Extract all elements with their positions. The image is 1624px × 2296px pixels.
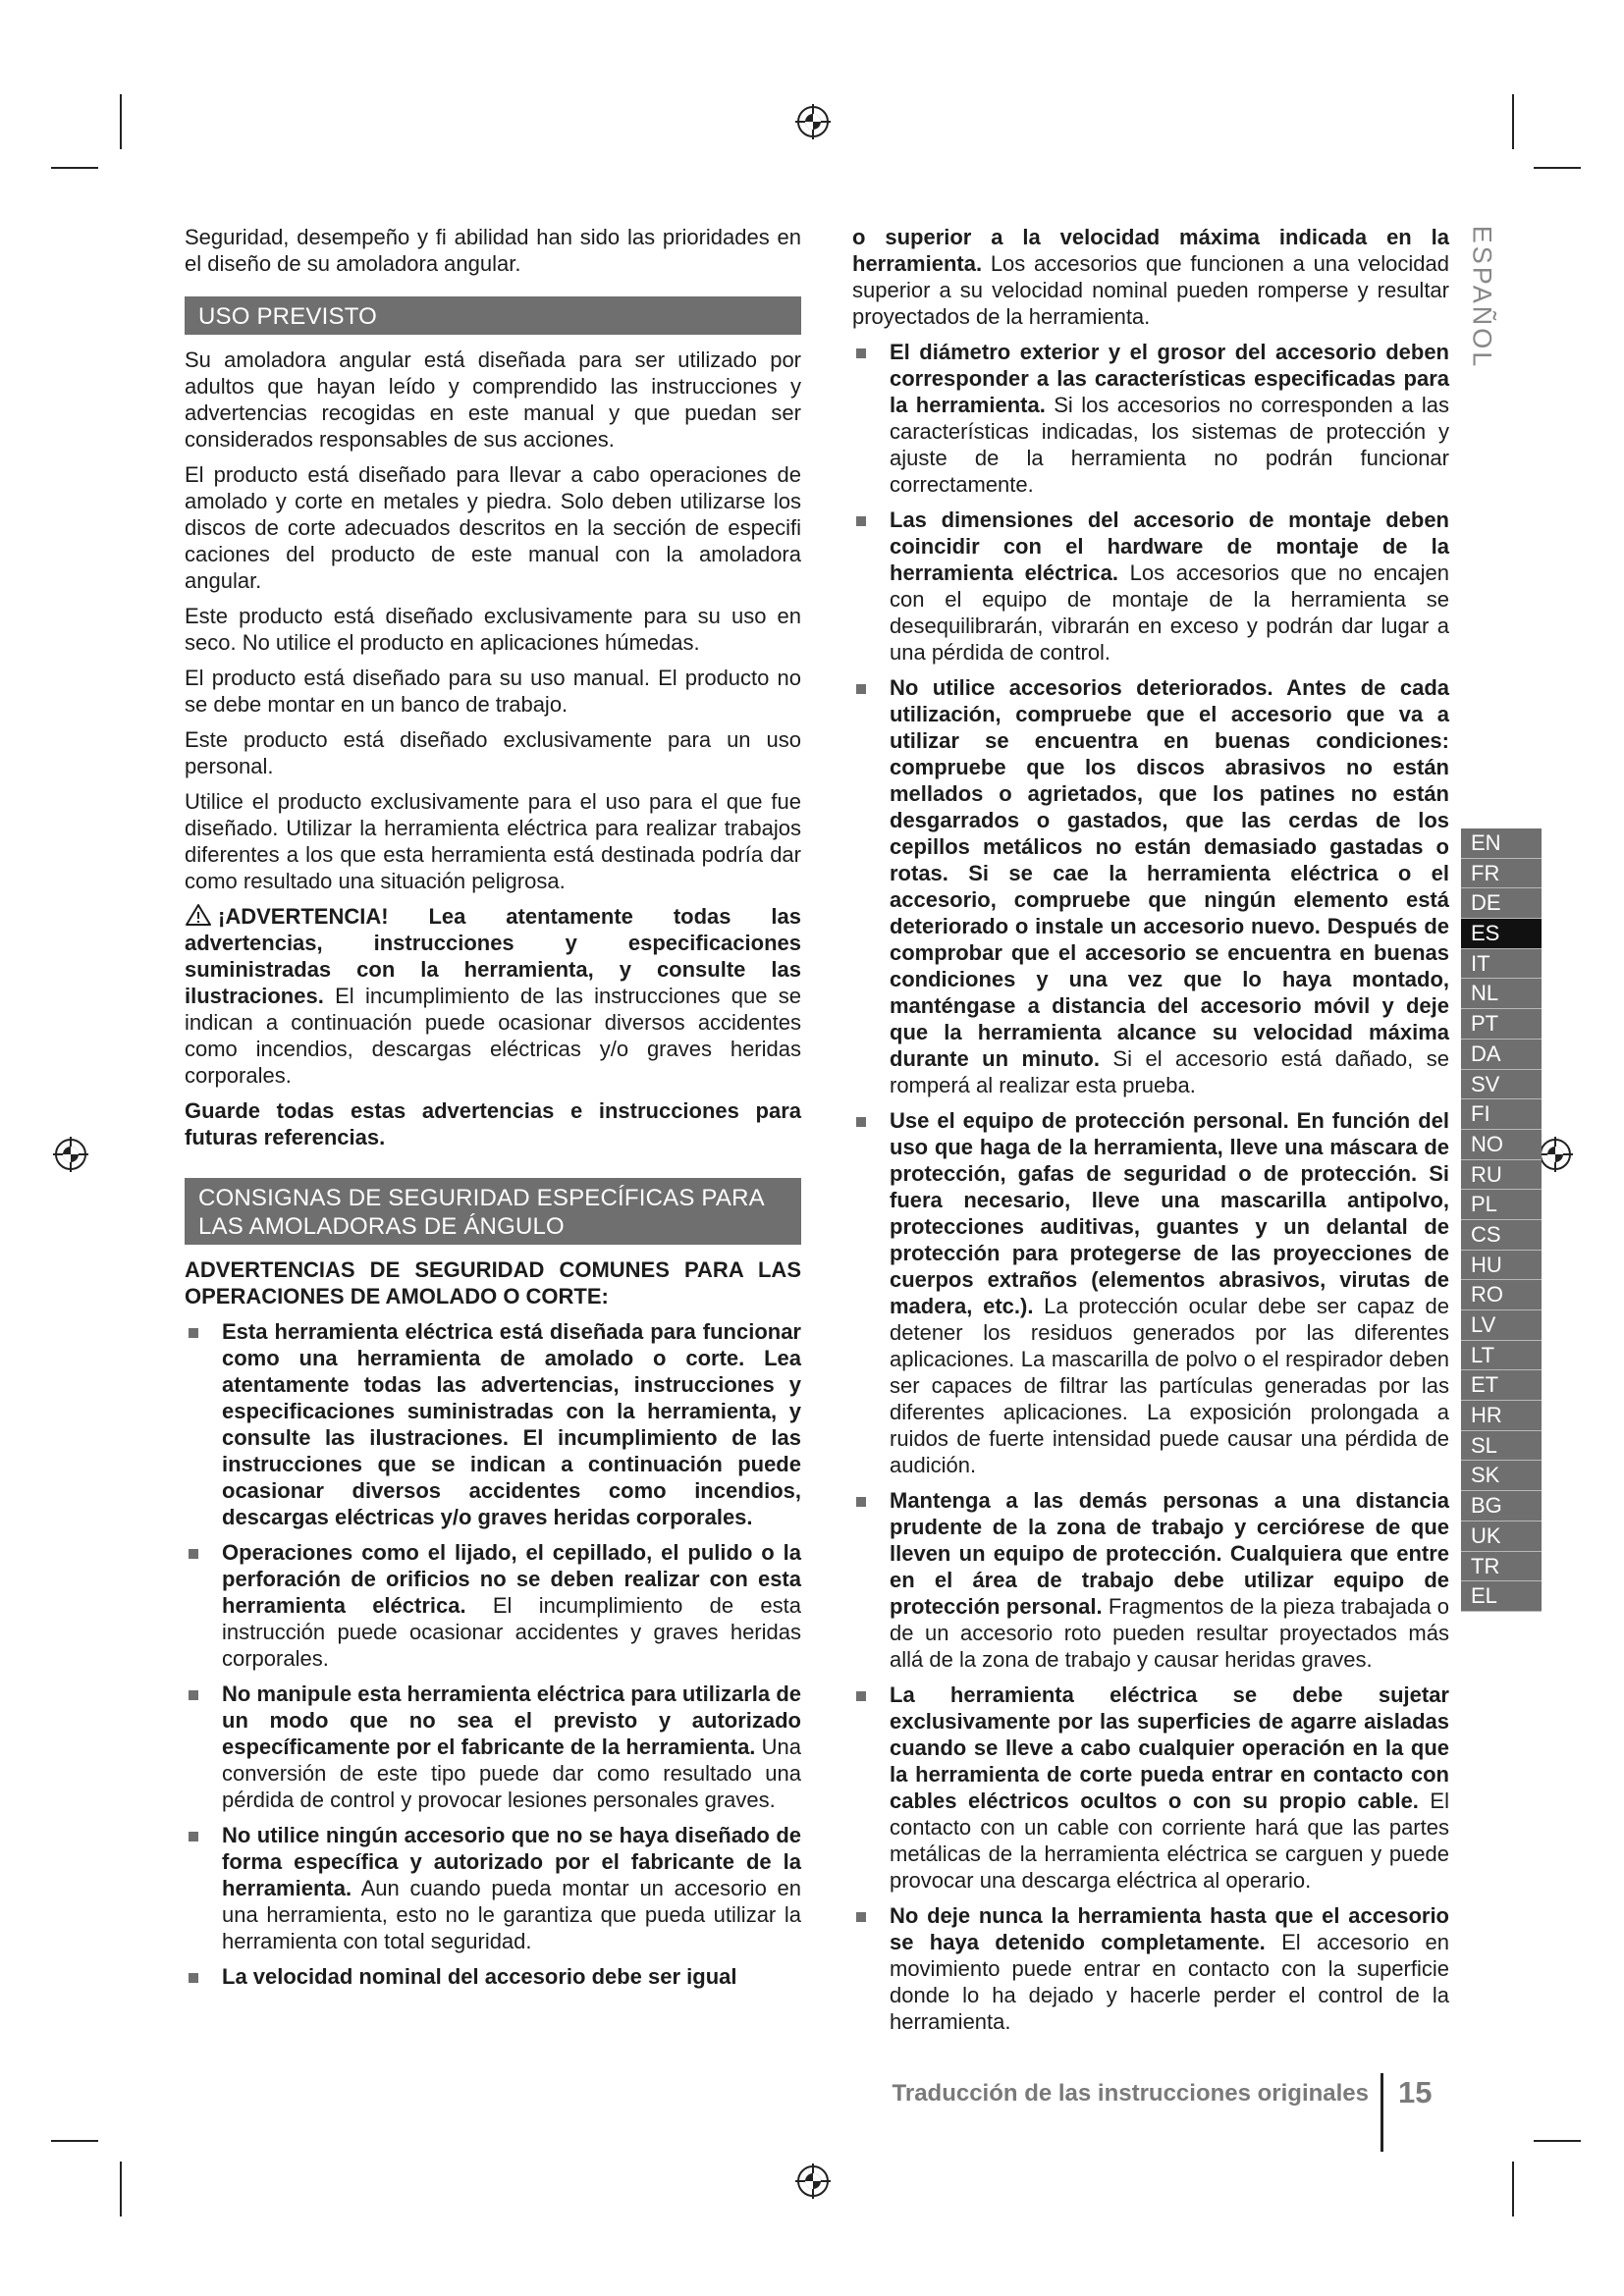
crop-mark-top-right-h [1534,167,1581,169]
language-tab-sl[interactable]: SL [1461,1431,1542,1462]
registration-mark-icon [795,2163,831,2199]
list-item-continuation: o superior a la velocidad máxima indicada en la herramienta. Los accesorios que funcionen a una velocidad superior a su velocidad nominal pueden romperse y resultar proyectados de la herramienta. [852,225,1449,329]
paragraph: Utilice el producto exclusivamente para el uso para el que fue diseñado. Utilizar la herramienta eléctrica para realizar trabajos diferentes a los que esta herramienta está destinada podría dar como resultado una situación peligrosa. [185,789,801,893]
footer-divider [1380,2073,1383,2152]
language-tab-en[interactable]: EN [1461,828,1542,859]
language-tab-ru[interactable]: RU [1461,1160,1542,1191]
list-item: La velocidad nominal del accesorio debe ser igual [185,1963,801,1990]
list-item: No deje nunca la herramienta hasta que el accesorio se haya detenido completamente. El accesorio en movimiento puede entrar en contacto con la superficie donde lo ha dejado y hacerle perder el control de la herramienta. [852,1902,1449,2035]
bullet-list-left [185,1318,801,1990]
warning-heading: ¡ADVERTENCIA! Lea atentamente todas las advertencias, instrucciones y especificaciones suministradas con la herramienta, y consulte las ilustraciones. [185,904,801,1008]
paragraph: El producto está diseñado para llevar a cabo operaciones de amolado y corte en metales y piedra. Solo deben utilizarse los discos de corte adecuados descritos en la sección de especifi caciones del producto de este manual con la amoladora angular. [185,462,801,593]
list-item: Mantenga a las demás personas a una distancia prudente de la zona de trabajo y cerciórese de que lleven un equipo de protección. Cualquiera que entre en el área de trabajo debe utilizar equipo de protección personal. Fragmentos de la pieza trabajada o de un accesorio roto pueden resultar proyectados más allá de la zona de trabajo y causar heridas graves. [852,1487,1449,1673]
crop-mark-bottom-left-h [51,2140,98,2142]
language-tab-et[interactable]: ET [1461,1370,1542,1401]
language-tab-hr[interactable]: HR [1461,1401,1542,1431]
crop-mark-bottom-left-v [120,2162,122,2216]
list-item: Operaciones como el lijado, el cepillado, el pulido o la perforación de orificios no se deben realizar con esta herramienta eléctrica. El incumplimiento de esta instrucción puede ocasionar accidentes y graves heridas corporales. [185,1539,801,1672]
language-tab-fi[interactable]: FI [1461,1099,1542,1130]
language-tab-sv[interactable]: SV [1461,1070,1542,1100]
subheading: ADVERTENCIAS DE SEGURIDAD COMUNES PARA LAS OPERACIONES DE AMOLADO O CORTE: [185,1257,801,1308]
language-tab-ro[interactable]: RO [1461,1280,1542,1310]
language-tab-es[interactable]: ES [1461,919,1542,949]
language-tab-el[interactable]: EL [1461,1581,1542,1612]
page-number: 15 [1398,2075,1433,2109]
language-tab-bar [1461,828,1542,1612]
paragraph: Este producto está diseñado exclusivamente para un uso personal. [185,727,801,778]
language-tab-uk[interactable]: UK [1461,1522,1542,1552]
language-tab-no[interactable]: NO [1461,1130,1542,1160]
language-tab-pt[interactable]: PT [1461,1009,1542,1040]
section-title-consignas: CONSIGNAS DE SEGURIDAD ESPECÍFICAS PARA LAS AMOLADORAS DE ÁNGULO [185,1178,801,1245]
language-tab-tr[interactable]: TR [1461,1552,1542,1582]
language-tab-de[interactable]: DE [1461,888,1542,919]
crop-mark-bottom-right-h [1534,2140,1581,2142]
language-tab-lt[interactable]: LT [1461,1341,1542,1371]
section-title-uso-previsto: USO PREVISTO [185,296,801,335]
language-tab-lv[interactable]: LV [1461,1310,1542,1341]
registration-mark-icon [53,1137,88,1172]
language-tab-nl[interactable]: NL [1461,979,1542,1009]
language-tab-bg[interactable]: BG [1461,1491,1542,1522]
warning-text: El incumplimiento de las instrucciones que se indican a continuación puede ocasionar diversos accidentes como incendios, descargas eléctricas y/o graves heridas corporales. [185,984,801,1088]
language-tab-cs[interactable]: CS [1461,1220,1542,1251]
language-tab-da[interactable]: DA [1461,1040,1542,1070]
list-item: No utilice accesorios deteriorados. Antes de cada utilización, compruebe que el accesorio que va a utilizar se encuentra en buenas condiciones: compruebe que los discos abrasivos no están mellados o agrietados, que los patines no están desgarrados o gastados, que las cerdas de los cepillos metálicos no están demasiado gastadas o rotas. Si se cae la herramienta eléctrica o el accesorio, compruebe que ningún elemento está deteriorado o instale un accesorio nuevo. Después de comprobar que el accesorio se encuentra en buenas condiciones y una vez que lo haya montado, manténgase a distancia del accesorio móvil y deje que la herramienta alcance su velocidad máxima durante un minuto. Si el accesorio está dañado, se romperá al realizar esta prueba. [852,674,1449,1098]
crop-mark-top-left-h [51,167,98,169]
left-column [185,224,801,1999]
warning-triangle-icon [185,903,212,927]
registration-mark-icon [795,104,831,139]
language-tab-pl[interactable]: PL [1461,1190,1542,1220]
bullet-list-right [852,224,1449,2035]
list-item: Use el equipo de protección personal. En función del uso que haga de la herramienta, lleve una máscara de protección, gafas de seguridad o de protección. Si fuera necesario, lleve una mascarilla antipolvo, protecciones auditivas, guantes y un delantal de protección para protegerse de las proyecciones de cuerpos extraños (elementos abrasivos, virutas de madera, etc.). La protección ocular debe ser capaz de detener los residuos generados por las diferentes aplicaciones. La mascarilla de polvo o el respirador deben ser capaces de filtrar las partículas generadas por las diferentes aplicaciones. La exposición prolongada a ruidos de fuerte intensidad puede causar una pérdida de audición. [852,1107,1449,1478]
list-item: Las dimensiones del accesorio de montaje deben coincidir con el hardware de montaje de la herramienta eléctrica. Los accesorios que no encajen con el equipo de montaje de la herramienta se desequilibrarán, vibrarán en exceso y podrán dar lugar a una pérdida de control. [852,507,1449,666]
crop-mark-top-left-v [120,94,122,149]
crop-mark-bottom-right-v [1512,2162,1514,2216]
list-item: Esta herramienta eléctrica está diseñada para funcionar como una herramienta de amolado o corte. Lea atentamente todas las advertencias, instrucciones y especificaciones suministradas con la herramienta, y consulte las ilustraciones. El incumplimiento de las instrucciones que se indican a continuación puede ocasionar diversos accidentes como incendios, descargas eléctricas y/o graves heridas corporales. [185,1318,801,1530]
paragraph: El producto está diseñado para su uso manual. El producto no se debe montar en un banco de trabajo. [185,666,801,717]
save-note: Guarde todas estas advertencias e instrucciones para futuras referencias. [185,1098,801,1149]
crop-mark-top-right-v [1512,94,1514,149]
list-item: No manipule esta herramienta eléctrica para utilizarla de un modo que no sea el previsto y autorizado específicamente por el fabricante de la herramienta. Una conversión de este tipo puede dar como resultado una pérdida de control y provocar lesiones personales graves. [185,1681,801,1813]
footer-translation-note: Traducción de las instrucciones originales [892,2080,1369,2107]
right-column [852,224,1449,2044]
list-item: No utilice ningún accesorio que no se haya diseñado de forma específica y autorizado por el fabricante de la herramienta. Aun cuando pueda montar un accesorio en una herramienta, esto no le garantiza que pueda utilizar la herramienta con total seguridad. [185,1822,801,1954]
warning-paragraph [185,903,801,1089]
paragraph: Este producto está diseñado exclusivamente para su uso en seco. No utilice el producto en aplicaciones húmedas. [185,604,801,655]
paragraph: Su amoladora angular está diseñada para ser utilizado por adultos que hayan leído y comprendido las instrucciones y advertencias recogidas en este manual y que puedan ser considerados responsables de sus acciones. [185,347,801,452]
intro-paragraph: Seguridad, desempeño y fi abilidad han sido las prioridades en el diseño de su amoladora angular. [185,225,801,276]
list-item: La herramienta eléctrica se debe sujetar exclusivamente por las superficies de agarre aisladas cuando se lleve a cabo cualquier operación en la que la herramienta de corte pueda entrar en contacto con cables eléctricos ocultos o con su propio cable. El contacto con un cable con corriente hará que las partes metálicas de la herramienta eléctrica se carguen y puede provocar una descarga eléctrica al operario. [852,1682,1449,1894]
registration-mark-icon [1538,1137,1573,1172]
language-label [1465,225,1498,370]
language-tab-it[interactable]: IT [1461,949,1542,980]
language-tab-sk[interactable]: SK [1461,1461,1542,1491]
list-item: El diámetro exterior y el grosor del accesorio deben corresponder a las características especificadas para la herramienta. Si los accesorios no corresponden a las características indicadas, los sistemas de protección y ajuste de la herramienta no podrán funcionar correctamente. [852,339,1449,498]
language-tab-fr[interactable]: FR [1461,859,1542,889]
language-tab-hu[interactable]: HU [1461,1251,1542,1281]
language-label-text: ESPAÑOL [1467,225,1497,370]
